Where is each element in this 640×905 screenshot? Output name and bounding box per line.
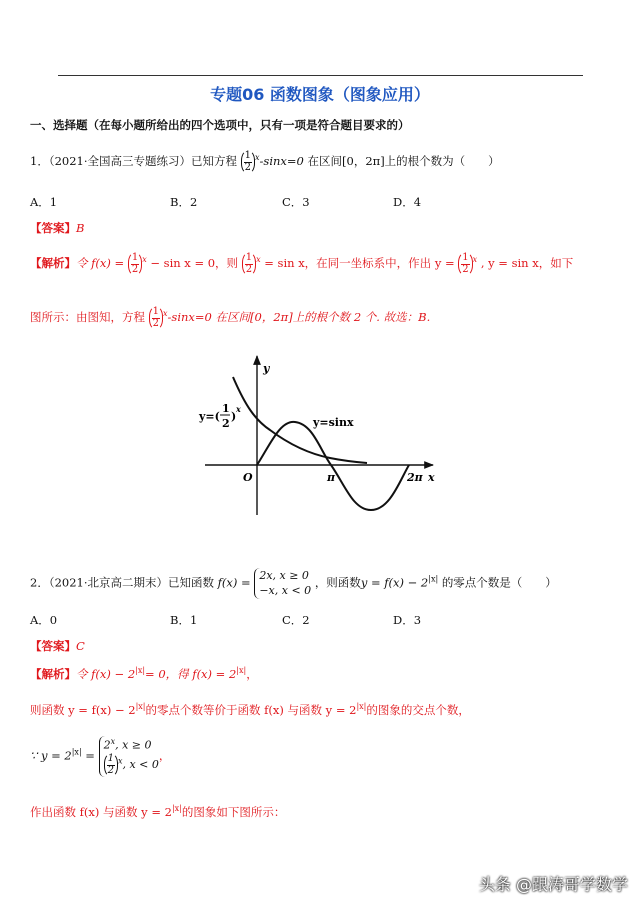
pi-label: π <box>327 471 336 484</box>
q2-option-d: D．3 <box>393 613 422 627</box>
q2-analysis-line2: 则函数 $y = f(x) - 2^{|x|}$的零点个数等价于函数 f(x) 与函数 $y = 2^{|x|}$的图象的交点个数， <box>30 702 470 717</box>
q2-analysis-line4: 作出函数 f(x) 与函数 $y = 2^{|x|}$的图象如下图所示： <box>30 804 286 819</box>
q1-option-c: C．3 <box>282 195 310 209</box>
section-heading: 一、选择题（在每小题所给出的四个选项中，只有一项是符合题目要求的） <box>30 118 410 132</box>
two-pi-label: 2π <box>407 471 423 484</box>
q1-option-b: B．2 <box>170 195 198 209</box>
q2-option-a: A．0 <box>30 613 58 627</box>
q2-option-c: C．2 <box>282 613 310 627</box>
svg-text:): ) <box>231 410 237 423</box>
svg-text:y=(: y=( <box>199 410 220 423</box>
sin-label: y=sinx <box>313 416 354 429</box>
q2-analysis-line3: ∵ $y = 2^{|x|}$ = 2$^x$, x ≥ 0 $\frac{1}{2}$ $^x$, x < 0 ， <box>30 737 171 776</box>
q1-analysis-line1: 【解析】令 f(x) = $\frac{1}{2}$ $^x$ − sin x = 0，则 $\frac{1}{2}$ $^x$ = sin x，在同一坐标系中，作出 y = $\frac{1}{2}$ $^x$ , y = sin x，如下 <box>30 252 574 275</box>
sin-curve <box>257 422 409 510</box>
exp-label <box>198 402 241 430</box>
y-axis-label: y <box>263 362 270 375</box>
q2-answer: 【答案】C <box>30 639 85 653</box>
q2-option-b: B．1 <box>170 613 198 627</box>
origin-label: O <box>243 471 253 484</box>
x-axis-label: x <box>428 471 435 484</box>
q1-analysis-line2: 图所示：由图知，方程 $\frac{1}{2}$ $^x$-sinx=0 在区间[0，2π]上的根个数 2 个. 故选：B. <box>30 306 431 329</box>
svg-text:x: x <box>236 404 241 414</box>
top-rule <box>58 75 583 76</box>
q2-stem: 2．（2021·北京高二期末）已知函数 f(x) = 2x, x ≥ 0 −x, x < 0 ，则函数$y = f(x) - 2^{|x|}$ 的零点个数是（ ） <box>30 569 557 598</box>
q1-option-a: A．1 <box>30 195 58 209</box>
svg-text:2: 2 <box>222 417 230 430</box>
q1-stem: 1．（2021·全国高三专题练习）已知方程 $\frac{1}{2}$ $^x$-sinx=0 在区间[0，2π]上的根个数为（ ） <box>30 150 500 173</box>
q1-graph <box>195 350 445 520</box>
svg-text:1: 1 <box>222 402 230 415</box>
q1-answer: 【答案】B <box>30 221 85 235</box>
page-title: 专题06 函数图象（图象应用） <box>210 85 430 104</box>
q2-analysis-line1: 【解析】令 $f(x) - 2^{|x|}= 0$，得 $f(x) = 2^{|x|}$， <box>30 666 258 681</box>
watermark: 头条 @跟涛哥学数学 <box>478 875 628 894</box>
q1-option-d: D．4 <box>393 195 422 209</box>
